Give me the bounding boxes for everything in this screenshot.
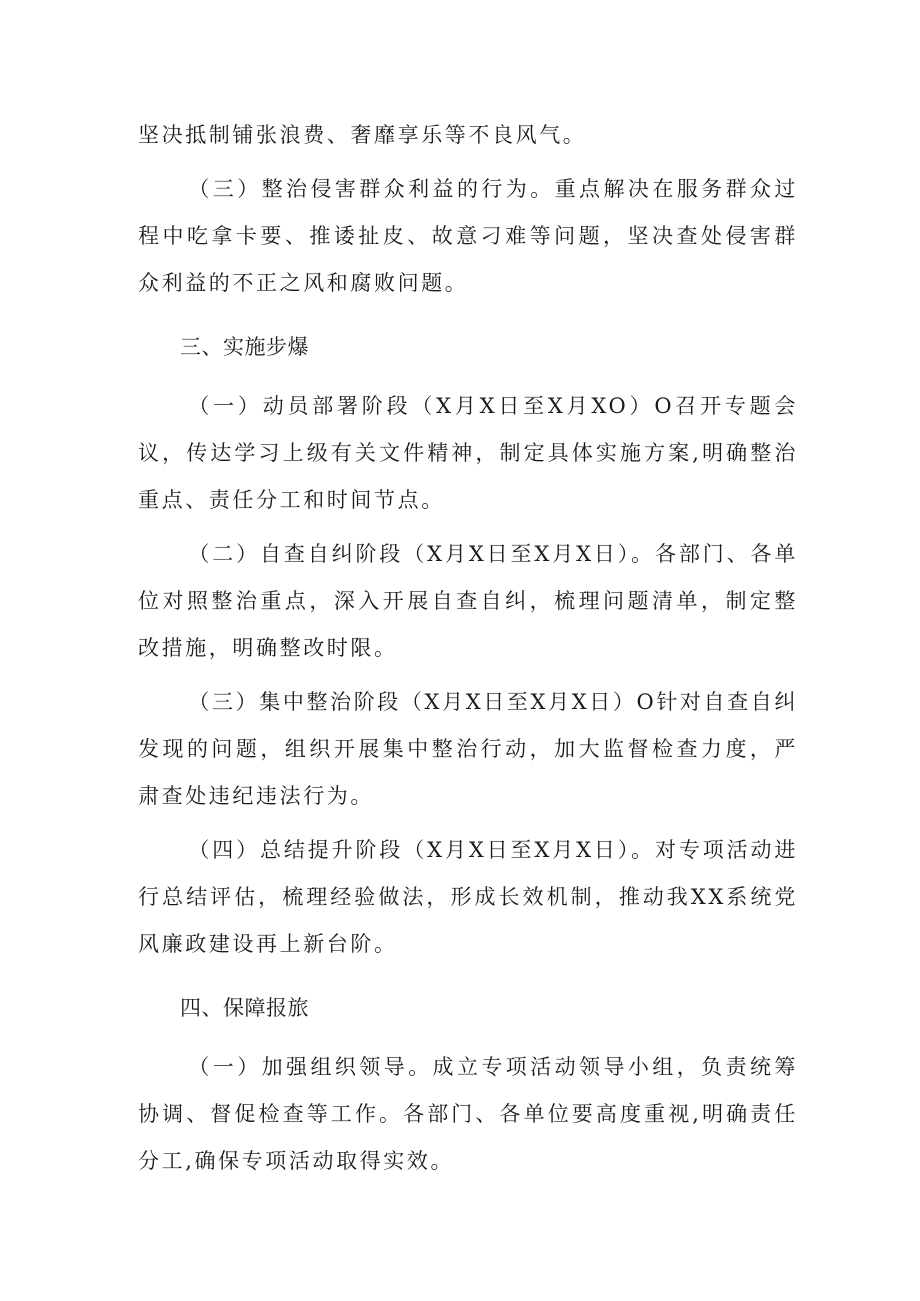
paragraph-item-3: （三）整治侵害群众利益的行为。重点解决在服务群众过程中吃拿卡要、推诿扯皮、故意刁难等问题，坚决查处侵害群众利益的不正之风和腐败问题。	[138, 177, 798, 295]
paragraph-continued: 坚决抵制铺张浪费、奢靡享乐等不良风气。	[138, 123, 587, 147]
document-body	[138, 112, 798, 1185]
paragraph-guarantee-1: （一）加强组织领导。成立专项活动领导小组，负责统筹协调、督促检查等工作。各部门、各单位要高度重视,明确责任分工,确保专项活动取得实效。	[138, 1055, 798, 1173]
section-heading-4: 四、保障报旅	[180, 996, 309, 1020]
paragraph-step-4: （四）总结提升阶段（X月X日至X月X日）。对专项活动进行总结评估，梳理经验做法，形成长效机制，推动我XX系统党风廉政建设再上新台阶。	[138, 838, 798, 956]
paragraph-step-2: （二）自查自纠阶段（X月X日至X月X日）。各部门、各单位对照整治重点，深入开展自查自纠，梳理问题清单，制定整改措施，明确整改时限。	[138, 542, 798, 660]
paragraph-step-3: （三）集中整治阶段（X月X日至X月X日）O针对自查自纠发现的问题，组织开展集中整治行动，加大监督检查力度，严肃查处违纪违法行为。	[138, 690, 798, 808]
section-heading-3: 三、实施步爆	[180, 335, 309, 359]
paragraph-step-1: （一）动员部署阶段（X月X日至X月XO）O召开专题会议，传达学习上级有关文件精神，制定具体实施方案,明确整治重点、责任分工和时间节点。	[138, 394, 798, 512]
